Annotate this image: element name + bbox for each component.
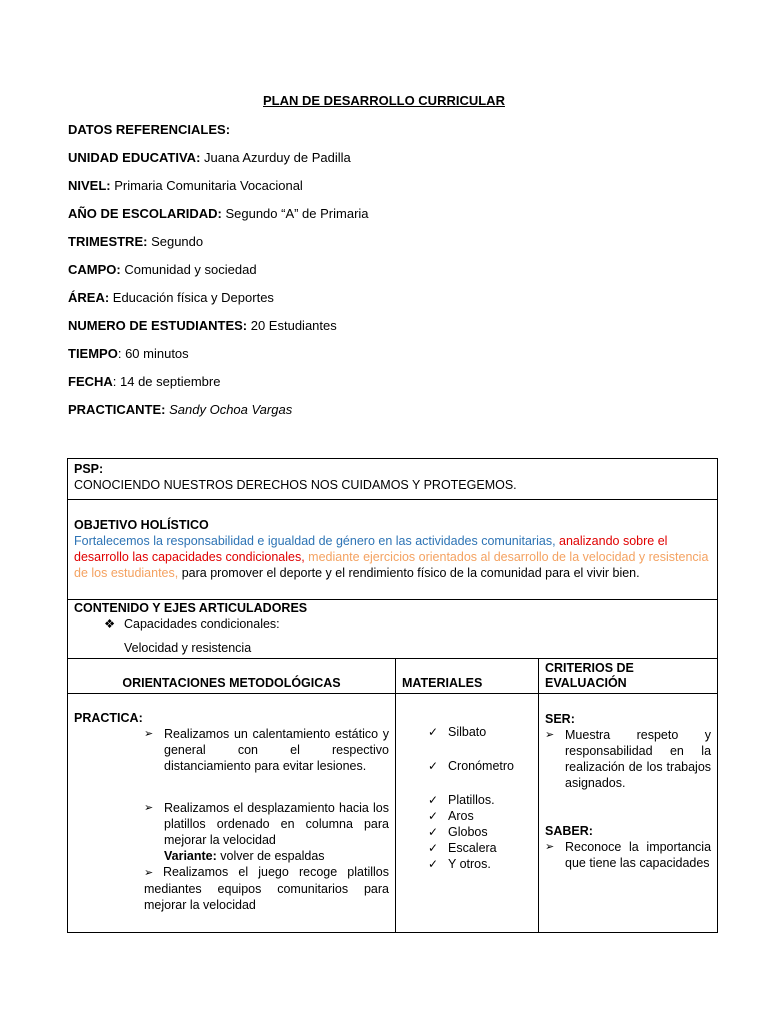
objetivo-hacer-text: mediante ejercicios orientados al desarrollo de la velocidad y resistencia de los estudiantes, [74,550,709,580]
practica-item-3: ➢ Realizamos el juego recoge platillos mediantes equipos comunitarios para mejorar la velocidad [144,865,389,912]
material-item: ✓ Y otros. [428,856,532,872]
arrow-bullet-icon: ➢ [545,729,555,741]
ref-numero-estudiantes: NUMERO DE ESTUDIANTES: 20 Estudiantes [68,318,337,333]
materiales-list-1 [402,724,532,740]
material-item: ✓ Aros [428,808,532,824]
objetivo-cell [68,500,718,600]
diamond-bullet-icon: ❖ [104,617,116,631]
psp-row [68,459,718,500]
ref-nivel: NIVEL: Primaria Comunitaria Vocacional [68,178,303,193]
practica-item-2: ➢ Realizamos el desplazamiento hacia los platillos ordenado en columna para mejorar la velocidad [144,801,389,847]
objetivo-row [68,500,718,600]
criterios-cell [539,694,718,933]
arrow-bullet-icon: ➢ [144,867,163,879]
material-item: ✓ Platillos. [428,792,532,808]
materiales-list-3 [402,792,532,872]
objetivo-ser-text: Fortalecemos la responsabilidad e igualdad de género en las actividades comunitarias, [74,534,556,548]
contenido-bullet: ❖ Capacidades condicionales: [104,617,280,631]
arrow-bullet-icon: ➢ [545,841,555,853]
ref-fecha: FECHA: 14 de septiembre [68,374,221,389]
objetivo-saber-text: analizando sobre el desarrollo las capacidades condicionales, [74,534,668,564]
psp-text: CONOCIENDO NUESTROS DERECHOS NOS CUIDAMOS Y PROTEGEMOS. [74,478,517,492]
contenido-cell [68,600,718,659]
objetivo-text [74,533,711,581]
ref-practicante: PRACTICANTE: Sandy Ochoa Vargas [68,402,293,417]
material-item: ✓ Silbato [428,724,532,740]
saber-label: SABER: [545,824,593,838]
ser-criterio: ➢ Muestra respeto y responsabilidad en la realización de los trabajos asignados. [545,728,712,790]
orientaciones-cell [68,694,396,933]
material-item: ✓ Escalera [428,840,532,856]
psp-cell [68,459,718,500]
arrow-bullet-icon: ➢ [144,728,154,740]
header-materiales: MATERIALES [396,659,539,694]
plan-table [67,458,718,933]
materiales-cell [396,694,539,933]
ref-tiempo: TIEMPO: 60 minutos [68,346,189,361]
header-orientaciones: ORIENTACIONES METODOLÓGICAS [68,659,396,694]
practica-variante: Variante: volver de espaldas [164,849,325,863]
contenido-row [68,600,718,659]
header-row [68,659,718,694]
materiales-list-2 [402,758,532,774]
ser-label: SER: [545,712,575,726]
practica-item-1: ➢ Realizamos un calentamiento estático y general con el respectivo distanciamiento para evitar lesiones. [144,727,389,773]
ref-trimestre: TRIMESTRE: Segundo [68,234,204,249]
saber-criterio: ➢ Reconoce la importancia que tiene las capacidades [545,840,712,870]
objetivo-decidir-text: para promover el deporte y el rendimiento físico de la comunidad para el vivir bien. [178,566,640,580]
content-row [68,694,718,933]
objetivo-label: OBJETIVO HOLÍSTICO [74,518,209,532]
arrow-bullet-icon: ➢ [144,802,154,814]
ref-ano-escolaridad: AÑO DE ESCOLARIDAD: Segundo “A” de Primaria [68,206,369,221]
ref-campo: CAMPO: Comunidad y sociedad [68,262,257,277]
ref-unidad-educativa: UNIDAD EDUCATIVA: Juana Azurduy de Padilla [68,150,351,165]
material-item: ✓ Globos [428,824,532,840]
psp-label: PSP: [74,462,104,476]
ref-area: ÁREA: Educación física y Deportes [68,290,274,305]
document-title: PLAN DE DESARROLLO CURRICULAR [263,93,505,108]
contenido-sub: Velocidad y resistencia [124,641,252,655]
practica-label: PRACTICA: [74,711,143,725]
contenido-label: CONTENIDO Y EJES ARTICULADORES [74,601,308,615]
material-item: ✓ Cronómetro [428,758,532,774]
header-criterios: CRITERIOS DE EVALUACIÓN [539,659,718,694]
datos-heading: DATOS REFERENCIALES: [68,122,231,137]
